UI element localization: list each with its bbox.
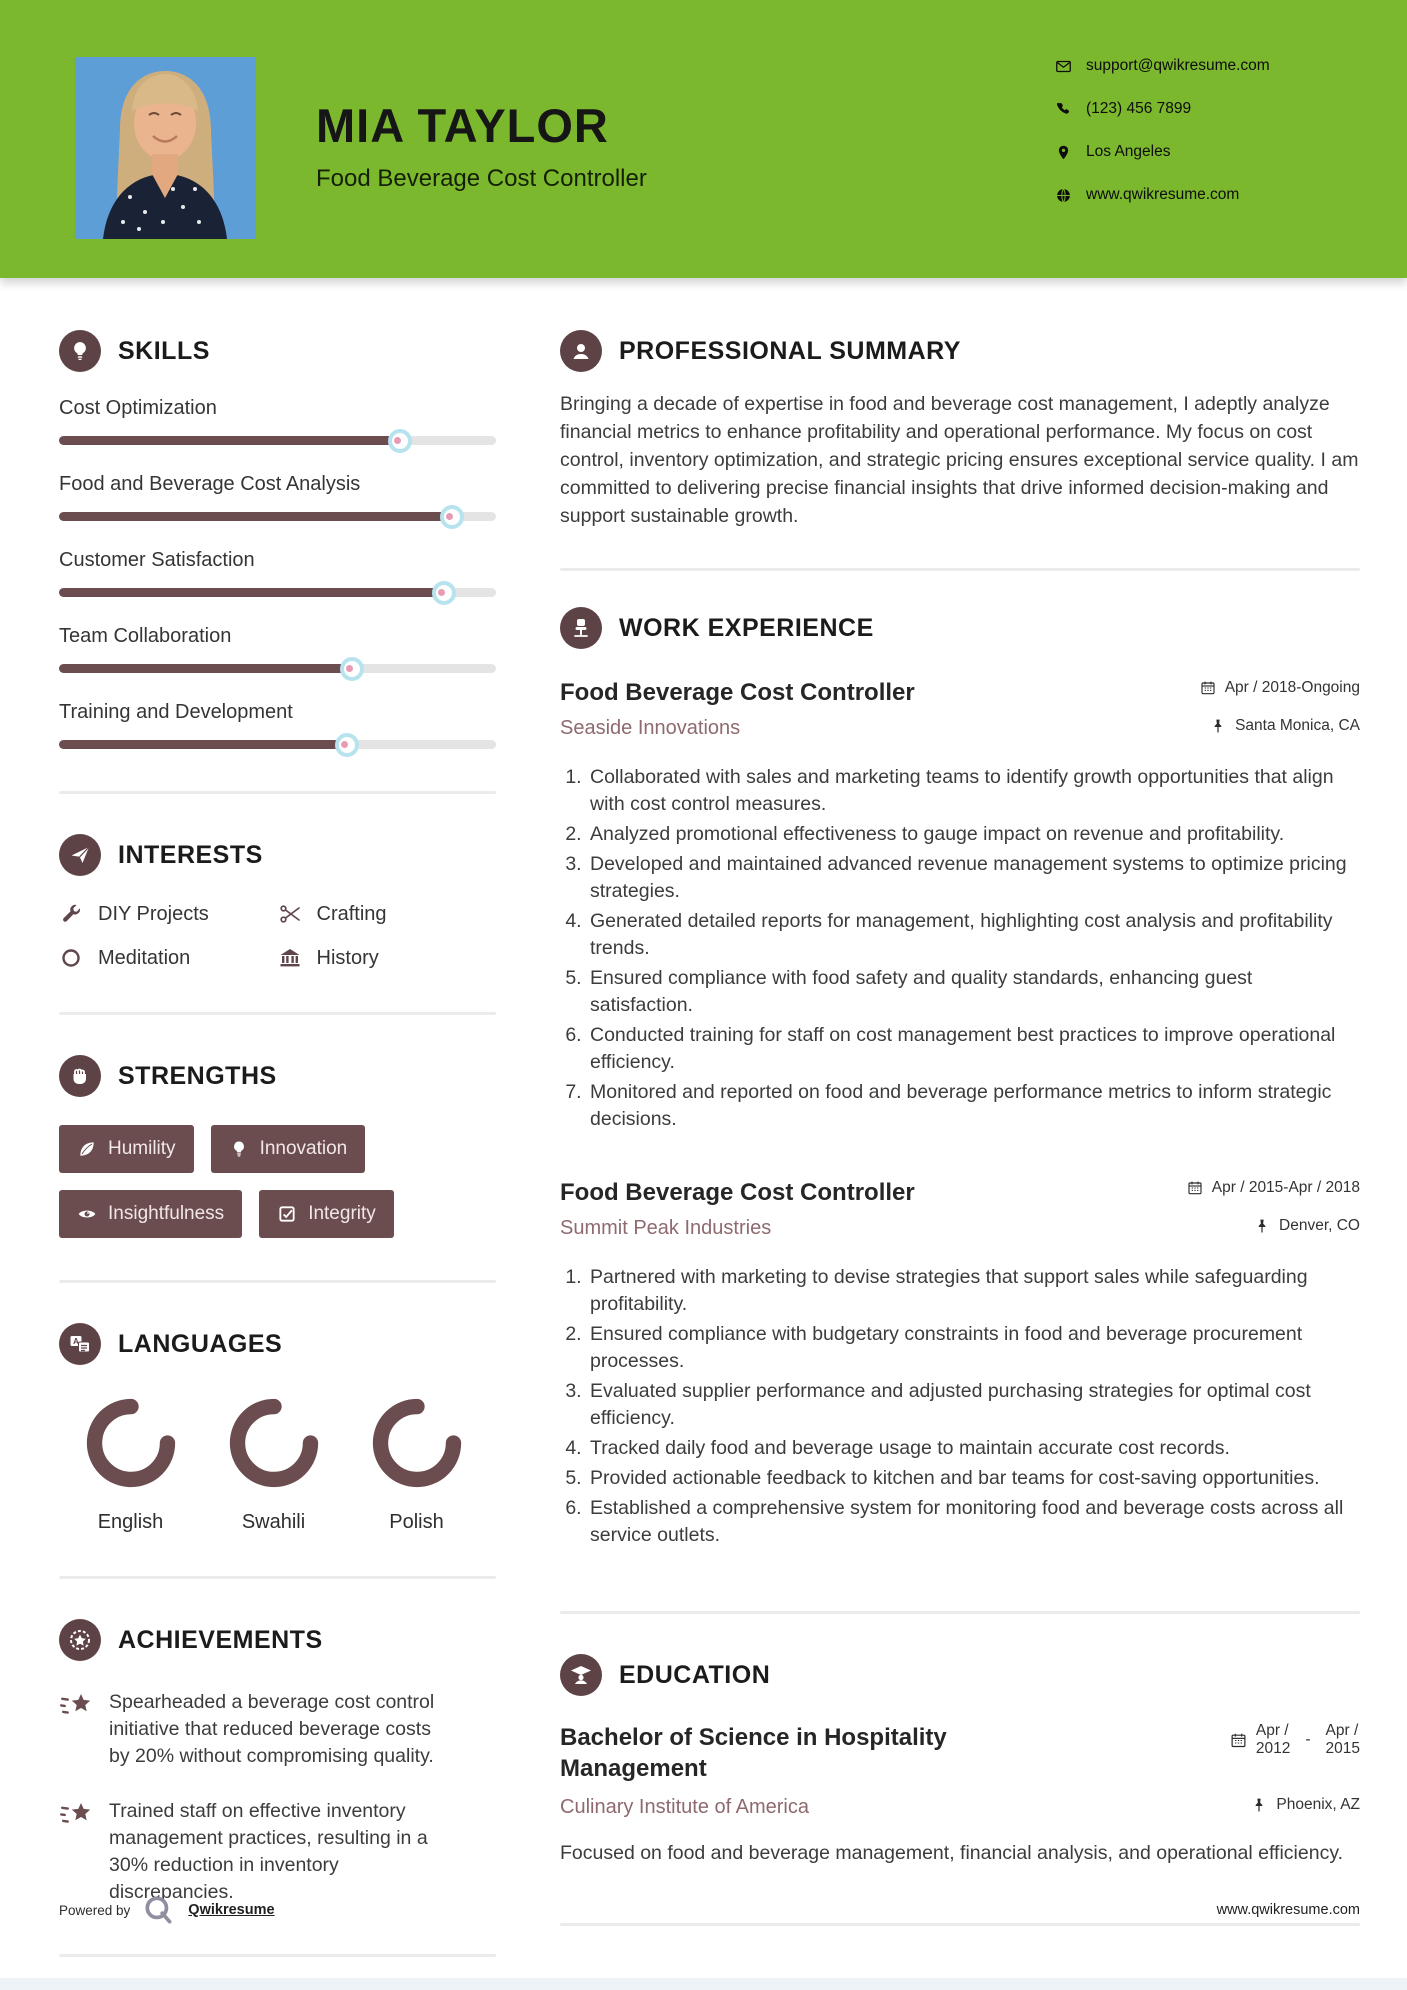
pushpin-icon	[1210, 718, 1226, 734]
job-date	[1200, 679, 1360, 697]
interest-label: Meditation	[98, 946, 191, 969]
contact-row	[1055, 100, 1360, 118]
interest-label: DIY Projects	[98, 902, 209, 925]
globe-icon	[1055, 187, 1072, 204]
shooting-star-icon	[59, 1800, 93, 1830]
interest-item	[278, 902, 497, 926]
strength-tag	[211, 1125, 366, 1173]
job-date-text: Apr / 2015-Apr / 2018	[1211, 1179, 1360, 1196]
skill-slider-knob[interactable]	[440, 505, 464, 529]
bottom-strip	[0, 1978, 1407, 1990]
divider	[59, 1954, 496, 1957]
job-bullet: 2. Analyzed promotional effectiveness to gauge impact on revenue and profitability.	[587, 821, 1360, 848]
header-band	[0, 0, 1407, 278]
skill-bar-track	[59, 436, 496, 445]
check-square-icon	[277, 1204, 297, 1224]
left-column	[59, 330, 496, 1990]
skill-label: Team Collaboration	[59, 625, 232, 647]
divider	[560, 1611, 1360, 1614]
school-name: Culinary Institute of America	[560, 1796, 809, 1818]
scissors-icon	[278, 902, 302, 926]
candidate-name: MIA TAYLOR	[316, 99, 609, 152]
skill-bar-fill	[59, 436, 400, 445]
skill-label: Food and Beverage Cost Analysis	[59, 473, 361, 495]
skill-label: Cost Optimization	[59, 397, 217, 419]
education-section-header	[560, 1654, 1360, 1696]
interests-list	[59, 902, 496, 970]
summary-title: PROFESSIONAL SUMMARY	[619, 336, 961, 365]
badge-star-icon	[59, 1619, 101, 1661]
achievement-text: Spearheaded a beverage cost control initiative that reduced beverage costs by 20% without compromising quality.	[109, 1691, 435, 1767]
skill-bar-track	[59, 740, 496, 749]
qwikresume-link[interactable]: Qwikresume	[188, 1902, 275, 1918]
achievement-item	[59, 1798, 496, 1906]
job-bullet: 4. Generated detailed reports for management, highlighting cost analysis and profitability trends.	[587, 908, 1360, 962]
job-bullet-list	[560, 1264, 1360, 1549]
job-bullet: 5. Ensured compliance with food safety and quality standards, enhancing guest satisfaction.	[587, 965, 1360, 1019]
skill-item	[59, 397, 496, 445]
language-item	[59, 1395, 202, 1534]
achievement-text: Trained staff on effective inventory management practices, resulting in a 30% reduction in inventory discrepancies.	[109, 1800, 428, 1903]
languages-list	[59, 1395, 496, 1534]
job-location-text: Denver, CO	[1279, 1217, 1360, 1234]
experience-section-header	[560, 607, 1360, 649]
calendar-icon	[1230, 1732, 1247, 1749]
strength-tag	[59, 1125, 194, 1173]
skill-label: Training and Development	[59, 701, 293, 723]
strength-label: Innovation	[259, 1138, 348, 1159]
education-description: Focused on food and beverage management, financial analysis, and operational efficiency.	[560, 1842, 1344, 1864]
interest-label: History	[316, 946, 379, 969]
job-location	[1187, 1217, 1360, 1235]
skill-bar-track	[59, 664, 496, 673]
job-bullet: 5. Provided actionable feedback to kitchen and bar teams for cost-saving opportunities.	[587, 1465, 1360, 1492]
skill-bar-track	[59, 512, 496, 521]
education-dates	[1230, 1722, 1360, 1758]
calendar-icon	[1200, 680, 1216, 696]
job-bullet: 1. Collaborated with sales and marketing teams to identify growth opportunities that align with cost control measures.	[587, 764, 1360, 818]
eye-icon	[77, 1204, 97, 1224]
languages-section-header	[59, 1323, 496, 1365]
divider	[59, 791, 496, 794]
shooting-star-icon	[59, 1691, 93, 1721]
skill-slider-knob[interactable]	[388, 429, 412, 453]
powered-by-label: Powered by	[59, 1902, 131, 1918]
strength-label: Insightfulness	[108, 1203, 225, 1224]
interest-item	[59, 902, 278, 926]
job-bullet: 3. Evaluated supplier performance and adjusted purchasing strategies for optimal cost efficiency.	[587, 1378, 1360, 1432]
date-end: Apr / 2015	[1325, 1722, 1360, 1757]
jobs-list	[560, 679, 1360, 1549]
job-bullet: 3. Developed and maintained advanced revenue management systems to optimize pricing strategies.	[587, 851, 1360, 905]
education-title: EDUCATION	[619, 1660, 771, 1689]
language-item	[345, 1395, 488, 1534]
job-bullet: 1. Partnered with marketing to devise strategies that support sales while safeguarding profitability.	[587, 1264, 1360, 1318]
bulb-icon	[229, 1139, 249, 1159]
divider	[560, 568, 1360, 571]
job-bullet: 6. Conducted training for staff on cost management best practices to improve operational efficiency.	[587, 1022, 1360, 1076]
strengths-section-header	[59, 1055, 496, 1097]
job-date	[1187, 1179, 1360, 1197]
skill-item	[59, 549, 496, 597]
achievement-item	[59, 1689, 496, 1770]
education-location: Phoenix, AZ	[1230, 1796, 1360, 1814]
summary-section-header	[560, 330, 1360, 372]
language-progress-ring	[226, 1395, 322, 1491]
divider	[59, 1012, 496, 1015]
strength-label: Integrity	[308, 1203, 376, 1224]
contact-row[interactable]	[1055, 186, 1360, 204]
achievements-section-header	[59, 1619, 496, 1661]
language-item	[202, 1395, 345, 1534]
location-icon	[1055, 144, 1072, 161]
contact-text: (123) 456 7899	[1086, 100, 1192, 117]
date-start: Apr / 2012	[1255, 1722, 1291, 1757]
skill-bar-fill	[59, 588, 444, 597]
skill-item	[59, 701, 496, 749]
language-progress-ring	[369, 1395, 465, 1491]
svg-text:A: A	[73, 1337, 79, 1346]
strength-tag	[259, 1190, 394, 1238]
fist-icon	[59, 1055, 101, 1097]
pushpin-icon	[1251, 1797, 1267, 1813]
skill-slider-knob[interactable]	[335, 733, 359, 757]
contact-text: Los Angeles	[1086, 143, 1171, 160]
translate-icon	[59, 1323, 101, 1365]
job-title: Food Beverage Cost Controller	[560, 1179, 915, 1206]
user-icon	[560, 330, 602, 372]
language-label: Swahili	[241, 1511, 306, 1533]
contact-text: support@qwikresume.com	[1086, 57, 1270, 74]
footer-site-link[interactable]: www.qwikresume.com	[1216, 1902, 1360, 1918]
job-title: Food Beverage Cost Controller	[560, 679, 915, 706]
skill-slider-knob[interactable]	[432, 581, 456, 605]
date-separator: -	[1305, 1731, 1311, 1748]
skill-label: Customer Satisfaction	[59, 549, 255, 571]
skills-list	[59, 397, 496, 749]
summary-text: Bringing a decade of expertise in food and beverage cost management, I adeptly analyze financial metrics to enhance profitability and operational performance. My focus on cost control, inventory optimization, and strategic pricing ensures exceptional service quality. I am committed to delivering precise financial insights that drive informed decision-making and support sustainable growth.	[560, 393, 1359, 527]
skill-bar-fill	[59, 664, 352, 673]
job-bullet: 2. Ensured compliance with budgetary constraints in food and beverage procurement processes.	[587, 1321, 1360, 1375]
strength-tag	[59, 1190, 242, 1238]
office-chair-icon	[560, 607, 602, 649]
profile-photo	[75, 57, 256, 239]
email-icon	[1055, 58, 1072, 75]
interests-title: INTERESTS	[118, 840, 263, 869]
job-company: Summit Peak Industries	[560, 1217, 772, 1239]
job-entry	[560, 1179, 1360, 1549]
strength-label: Humility	[108, 1138, 176, 1159]
achievements-title: ACHIEVEMENTS	[118, 1625, 323, 1654]
leaf-icon	[77, 1139, 97, 1159]
interest-label: Crafting	[316, 902, 387, 925]
contact-row	[1055, 143, 1360, 161]
education-entry	[560, 1722, 1360, 1819]
skill-bar-track	[59, 588, 496, 597]
skills-title: SKILLS	[118, 336, 210, 365]
degree-title: Bachelor of Science in Hospitality Management	[560, 1724, 947, 1782]
job-bullet: 4. Tracked daily food and beverage usage to maintain accurate cost records.	[587, 1435, 1360, 1462]
divider	[59, 1280, 496, 1283]
job-date-text: Apr / 2018-Ongoing	[1224, 679, 1360, 696]
achievements-list	[59, 1689, 496, 1906]
wrench-icon	[59, 902, 83, 926]
languages-title: LANGUAGES	[118, 1329, 283, 1358]
experience-title: WORK EXPERIENCE	[619, 613, 874, 642]
circle-icon	[59, 946, 83, 970]
interests-section-header	[59, 834, 496, 876]
skill-item	[59, 625, 496, 673]
footer	[59, 1893, 1360, 1927]
paper-plane-icon	[59, 834, 101, 876]
divider	[59, 1576, 496, 1579]
qwikresume-logo-icon	[142, 1893, 176, 1927]
job-header	[560, 1179, 1360, 1240]
language-progress-ring	[83, 1395, 179, 1491]
skill-bar-fill	[59, 740, 347, 749]
skills-section-header	[59, 330, 496, 372]
right-column	[560, 330, 1360, 1962]
portrait-illustration	[75, 57, 256, 239]
calendar-icon	[1187, 1180, 1203, 1196]
phone-icon	[1055, 101, 1072, 118]
contact-info	[1055, 57, 1360, 229]
graduation-icon	[560, 1654, 602, 1696]
job-header	[560, 679, 1360, 740]
job-bullet: 6. Established a comprehensive system for monitoring food and beverage costs across all service outlets.	[587, 1495, 1360, 1549]
job-entry	[560, 679, 1360, 1133]
interest-item	[278, 946, 497, 970]
job-company: Seaside Innovations	[560, 717, 741, 739]
strengths-list	[59, 1125, 496, 1238]
contact-text: www.qwikresume.com	[1086, 186, 1240, 203]
language-label: English	[97, 1511, 164, 1533]
lightbulb-icon	[59, 330, 101, 372]
interest-item	[59, 946, 278, 970]
contact-row[interactable]	[1055, 57, 1360, 75]
pushpin-icon	[1254, 1218, 1270, 1234]
skill-bar-fill	[59, 512, 452, 521]
candidate-title: Food Beverage Cost Controller	[316, 165, 647, 192]
job-location-text: Santa Monica, CA	[1235, 717, 1360, 734]
job-location	[1200, 717, 1360, 735]
language-label: Polish	[389, 1511, 444, 1533]
skill-slider-knob[interactable]	[340, 657, 364, 681]
strengths-title: STRENGTHS	[118, 1061, 277, 1090]
skill-item	[59, 473, 496, 521]
museum-icon	[278, 946, 302, 970]
job-bullet-list	[560, 764, 1360, 1133]
job-bullet: 7. Monitored and reported on food and beverage performance metrics to inform strategic decisions.	[587, 1079, 1360, 1133]
